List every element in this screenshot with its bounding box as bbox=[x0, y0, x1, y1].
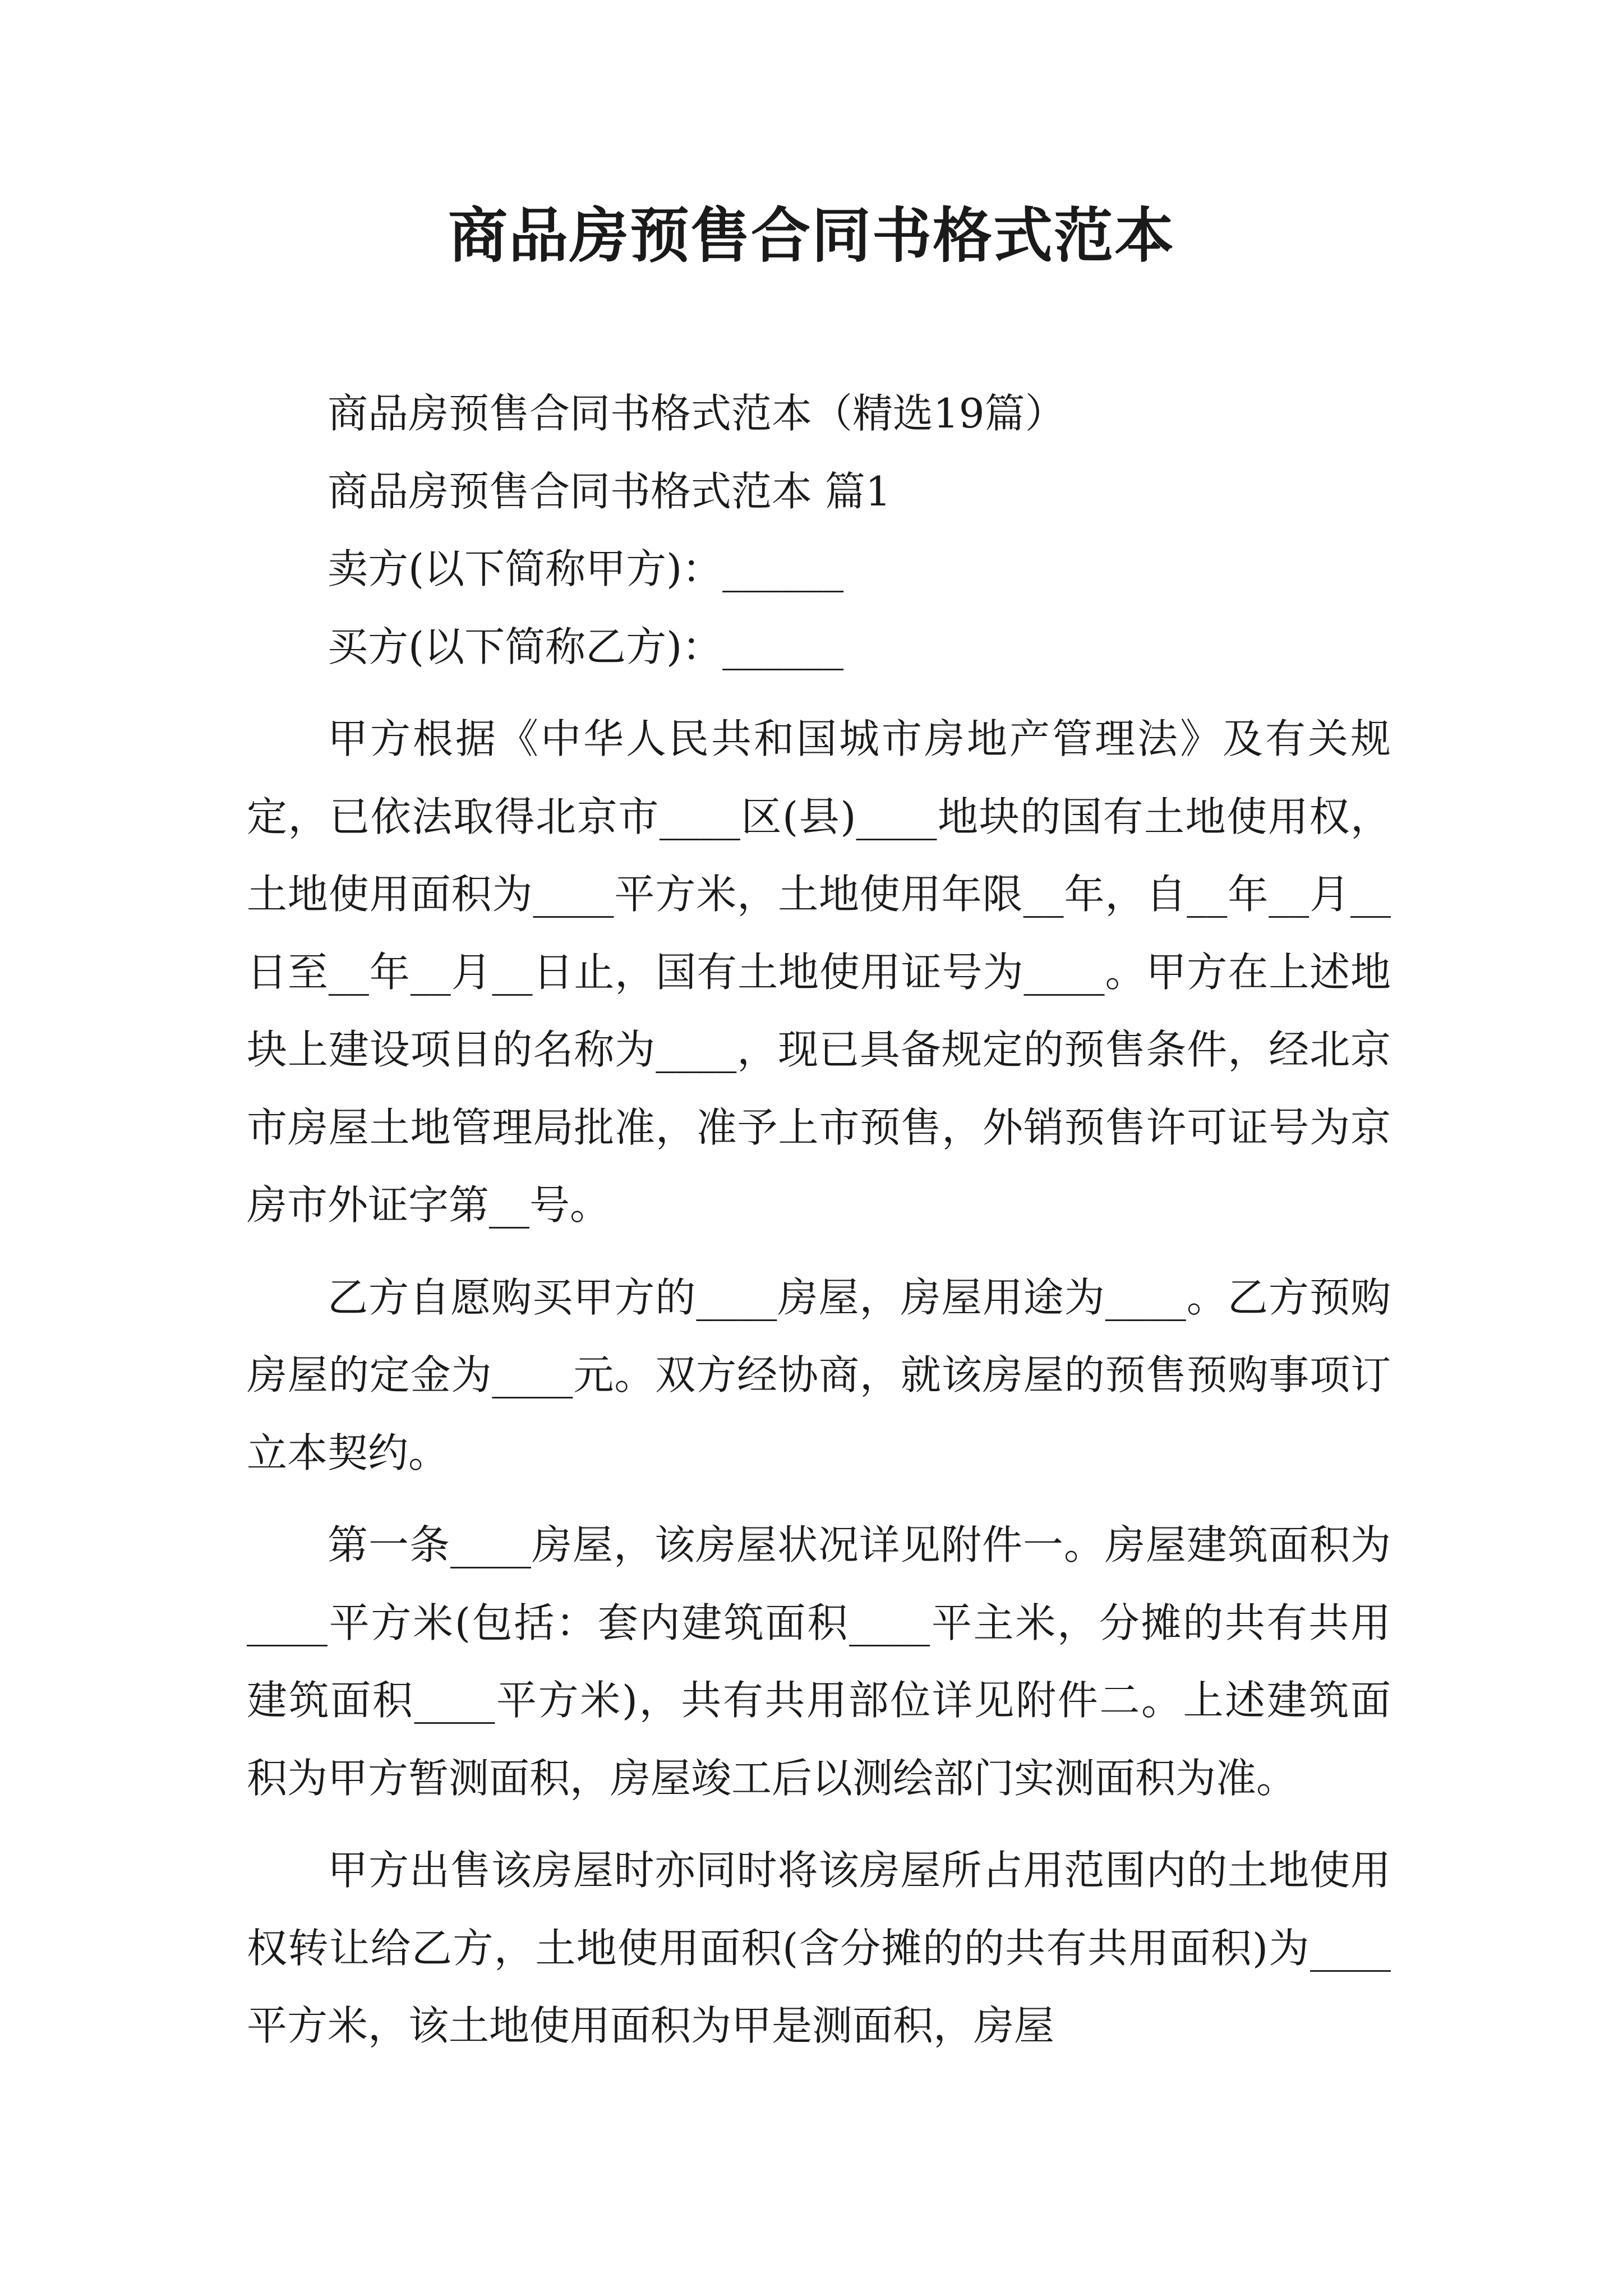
seller-line: 卖方(以下简称甲方)：______ bbox=[328, 545, 844, 592]
buyer-line: 买方(以下简称乙方)：______ bbox=[328, 623, 844, 670]
section-heading: 商品房预售合同书格式范本 篇1 bbox=[328, 467, 891, 515]
clause-paragraph: 第一条____房屋，该房屋状况详见附件一。房屋建筑面积为____平方米(包括：套内建筑面积____平主米，分摊的共有共用建筑面积____平方米)，共有共用部位详见附件二。上述建筑面积为甲方暂测面积，房屋竣工后以测绘部门实测面积为准。 bbox=[247, 1521, 1391, 1802]
document-title: 商品房预售合同书格式范本 bbox=[448, 200, 1175, 270]
body-paragraph: 甲方根据《中华人民共和国城市房地产管理法》及有关规定，已依法取得北京市____区(县)____地块的国有土地使用权，土地使用面积为____平方米，土地使用年限__年，自__年__月__日至__年__月__日止，国有土地使用证号为____。甲方在上述地块上建设项目的名称为____，现已具备规定的预售条件，经北京市房屋土地管理局批准，准予上市预售，外销预售许可证号为京房市外证字第__号。 bbox=[247, 715, 1391, 1228]
document-subtitle: 商品房预售合同书格式范本（精选19篇） bbox=[328, 390, 1066, 437]
document-body bbox=[247, 375, 1391, 2065]
body-paragraph: 乙方自愿购买甲方的____房屋，房屋用途为____。乙方预购房屋的定金为____元。双方经协商，就该房屋的预售预购事项订立本契约。 bbox=[247, 1273, 1391, 1476]
body-paragraph: 甲方出售该房屋时亦同时将该房屋所占用范围内的土地使用权转让给乙方，土地使用面积(含分摊的的共有共用面积)为____平方米，该土地使用面积为甲是测面积，房屋 bbox=[247, 1847, 1391, 2049]
